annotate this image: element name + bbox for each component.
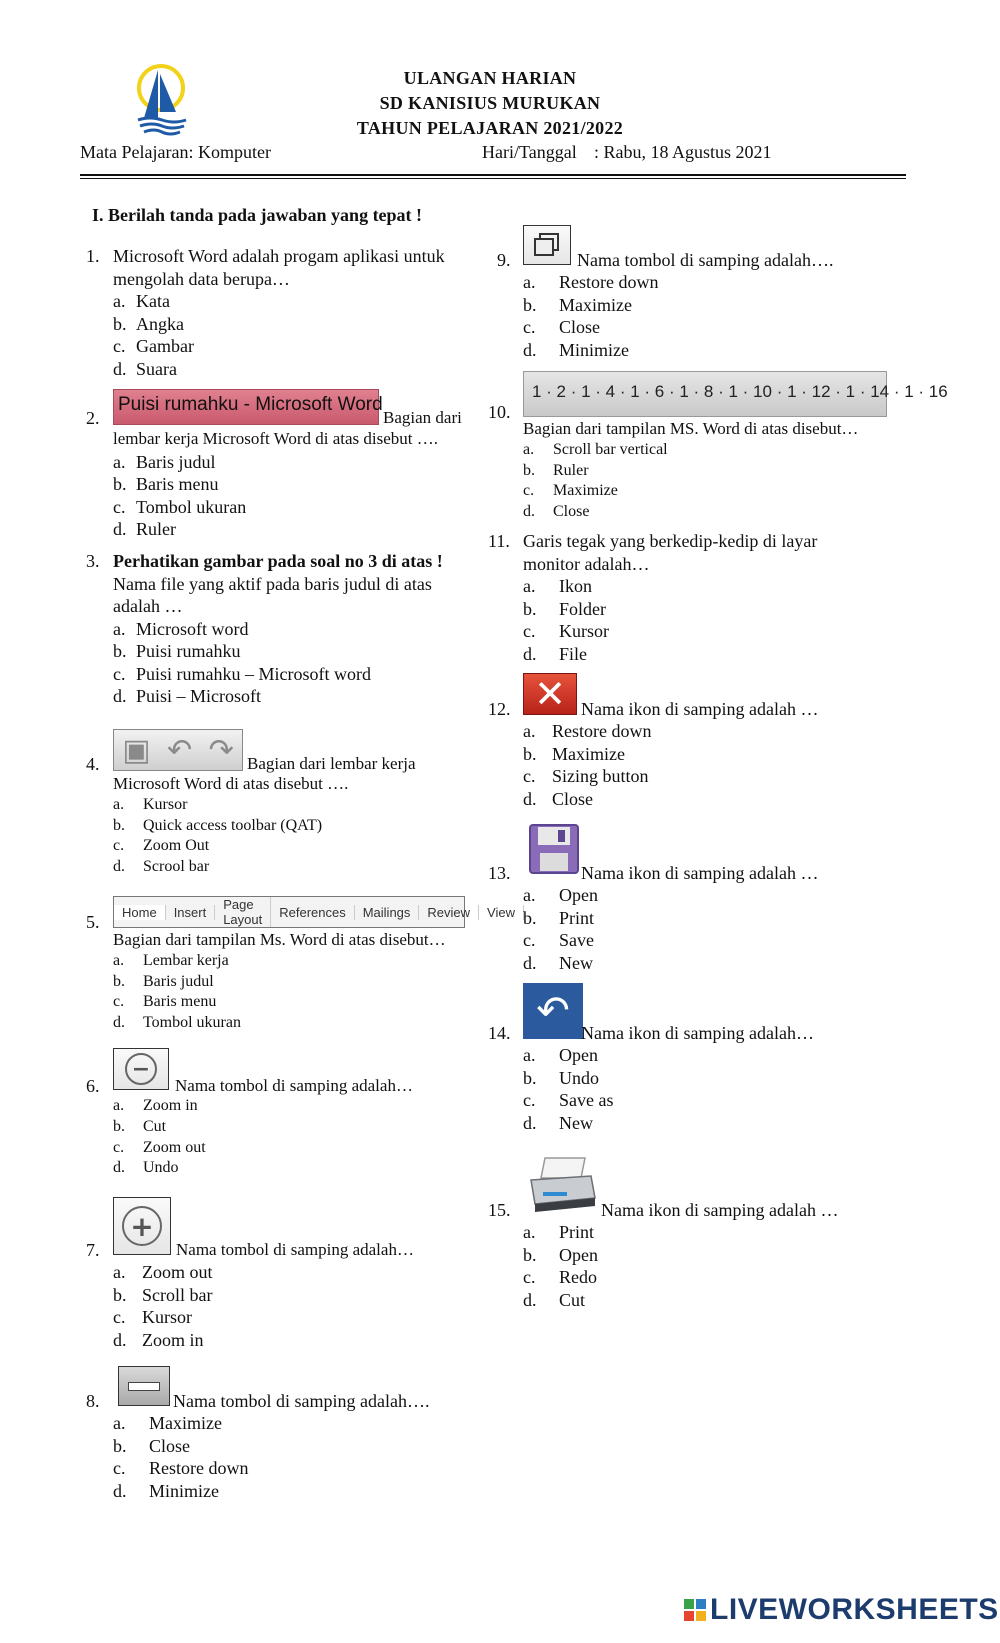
ruler-image bbox=[523, 371, 948, 417]
option-b[interactable]: b. Baris judul bbox=[113, 972, 214, 990]
question-4 bbox=[86, 753, 416, 776]
question-number: 15. bbox=[488, 1200, 511, 1220]
question-text: lembar kerja Microsoft Word di atas disebut …. bbox=[113, 429, 439, 448]
question-number: 10. bbox=[488, 402, 511, 422]
question-2 bbox=[86, 407, 462, 430]
option-c[interactable]: c. Maximize bbox=[523, 482, 618, 500]
question-7 bbox=[86, 1239, 414, 1262]
question-8 bbox=[86, 1390, 430, 1413]
question-5-body bbox=[113, 930, 446, 1034]
option-b[interactable]: b. Close bbox=[113, 1435, 191, 1456]
option-a[interactable]: a. Zoom out bbox=[113, 1262, 213, 1282]
option-a[interactable]: a. Maximize bbox=[113, 1413, 222, 1433]
question-15 bbox=[488, 1199, 839, 1222]
header-rule-thin bbox=[80, 178, 906, 179]
question-text: Nama tombol di samping adalah… bbox=[176, 1240, 414, 1259]
option-c[interactable]: c. Restore down bbox=[113, 1458, 249, 1478]
option-b[interactable]: b. Baris menu bbox=[113, 474, 219, 494]
question-12 bbox=[488, 698, 819, 721]
tab-references: References bbox=[271, 905, 354, 920]
option-b[interactable]: b. Scroll bar bbox=[113, 1284, 213, 1305]
question-text: adalah … bbox=[113, 596, 183, 616]
option-a[interactable]: a. Restore down bbox=[523, 721, 652, 741]
plus-icon: + bbox=[122, 1206, 162, 1246]
date-label: Hari/Tanggal bbox=[482, 142, 577, 162]
question-8-body bbox=[113, 1412, 248, 1502]
question-6-body bbox=[113, 1096, 206, 1179]
tab-view: View bbox=[479, 905, 524, 920]
tab-home: Home bbox=[114, 905, 166, 920]
question-text: Nama ikon di samping adalah … bbox=[581, 699, 819, 719]
question-text: monitor adalah… bbox=[523, 553, 650, 574]
option-d[interactable]: d. Puisi – Microsoft bbox=[113, 686, 262, 706]
question-13-body bbox=[523, 884, 598, 974]
header-line3: TAHUN PELAJARAN 2021/2022 bbox=[356, 118, 624, 138]
option-d[interactable]: d. Minimize bbox=[523, 339, 629, 360]
question-text: Nama file yang aktif pada baris judul di atas bbox=[113, 573, 432, 594]
question-text: Bagian dari tampilan Ms. Word di atas disebut… bbox=[113, 930, 446, 949]
question-13 bbox=[488, 862, 819, 885]
undo-icon: ↶ bbox=[536, 988, 570, 1034]
subject-label: Mata Pelajaran: Komputer bbox=[80, 142, 271, 162]
option-d[interactable]: d. Ruler bbox=[113, 519, 176, 539]
option-b[interactable]: b. Ruler bbox=[523, 461, 589, 479]
question-number: 7. bbox=[86, 1240, 100, 1260]
question-text: Bagian dari lembar kerja bbox=[247, 754, 416, 773]
option-a[interactable]: a. Open bbox=[523, 1045, 598, 1065]
option-c[interactable]: c. Save as bbox=[523, 1090, 614, 1110]
question-11 bbox=[488, 530, 818, 665]
question-15-body bbox=[523, 1221, 598, 1311]
option-c[interactable]: c. Tombol ukuran bbox=[113, 496, 247, 517]
option-a[interactable]: a. Kursor bbox=[113, 795, 188, 813]
question-number: 3. bbox=[86, 551, 100, 571]
question-number: 4. bbox=[86, 754, 100, 774]
option-b[interactable]: b. Maximize bbox=[523, 294, 632, 315]
question-number: 9. bbox=[497, 250, 511, 270]
option-d[interactable]: d. Close bbox=[523, 503, 590, 521]
option-b[interactable]: b. Maximize bbox=[523, 743, 625, 764]
question-number: 8. bbox=[86, 1391, 100, 1411]
option-a[interactable]: a. Lembar kerja bbox=[113, 951, 229, 969]
option-c[interactable]: c. Redo bbox=[523, 1267, 597, 1287]
question-7-body bbox=[113, 1261, 213, 1351]
question-text: Nama tombol di samping adalah…. bbox=[577, 250, 834, 270]
word-title-bar-image: Puisi rumahku - Microsoft Word bbox=[113, 389, 379, 425]
question-12-body bbox=[523, 720, 651, 810]
option-a[interactable]: a. Zoom in bbox=[113, 1097, 198, 1114]
option-b[interactable]: b. Cut bbox=[113, 1117, 167, 1135]
header-line1: ULANGAN HARIAN bbox=[403, 68, 577, 88]
question-text: Bagian dari tampilan MS. Word di atas disebut… bbox=[523, 419, 859, 438]
section-title: I. Berilah tanda pada jawaban yang tepat ! bbox=[92, 205, 423, 225]
close-icon: ✕ bbox=[534, 672, 566, 716]
option-b[interactable]: b. Puisi rumahku bbox=[113, 641, 241, 661]
liveworksheets-watermark: LIVEWORKSHEETS bbox=[710, 1593, 999, 1626]
header-rule bbox=[80, 174, 906, 176]
option-b[interactable]: b. Print bbox=[523, 907, 595, 928]
question-text: Nama ikon di samping adalah … bbox=[581, 863, 819, 883]
question-text: Nama tombol di samping adalah… bbox=[175, 1076, 413, 1095]
question-text: Nama ikon di samping adalah… bbox=[581, 1023, 814, 1043]
option-c[interactable]: c. Close bbox=[523, 317, 601, 337]
tab-page-layout: Page Layout bbox=[215, 897, 271, 927]
option-d[interactable]: d. Tombol ukuran bbox=[113, 1014, 241, 1032]
option-c[interactable]: c. Puisi rumahku – Microsoft word bbox=[113, 663, 371, 684]
redo-icon: ↷ bbox=[208, 732, 234, 768]
option-c[interactable]: c. Gambar bbox=[113, 336, 194, 356]
option-d[interactable]: d. Undo bbox=[113, 1159, 179, 1177]
question-text: Garis tegak yang berkedip-kedip di layar bbox=[523, 531, 818, 551]
option-d[interactable]: d. File bbox=[523, 643, 588, 664]
minus-icon: − bbox=[125, 1053, 157, 1085]
question-14-body bbox=[523, 1044, 613, 1134]
question-4-body bbox=[113, 774, 348, 878]
option-b[interactable]: b. Angka bbox=[113, 313, 184, 334]
question-number: 11. bbox=[488, 531, 510, 551]
option-b[interactable]: b. Undo bbox=[523, 1067, 599, 1088]
option-d[interactable]: d. Minimize bbox=[113, 1480, 219, 1501]
ruler-numbers: 1 · 2 · 1 · 4 · 1 · 6 · 1 · 8 · 1 · 10 · 1 · 12 · 1 · 14 · 1 · 16 bbox=[532, 382, 948, 401]
option-d[interactable]: d. Scrool bar bbox=[113, 858, 210, 876]
option-a[interactable]: a. Scroll bar vertical bbox=[523, 440, 668, 458]
ribbon-menu-image bbox=[113, 896, 515, 928]
question-text: Bagian dari bbox=[383, 408, 462, 427]
option-a[interactable]: a. Kata bbox=[113, 291, 170, 311]
option-c[interactable]: c. Zoom out bbox=[113, 1138, 206, 1156]
question-number: 12. bbox=[488, 699, 511, 719]
question-number: 13. bbox=[488, 863, 511, 883]
option-a[interactable]: a. Open bbox=[523, 885, 598, 905]
option-a[interactable]: a. Ikon bbox=[523, 576, 592, 596]
question-3 bbox=[86, 550, 443, 708]
option-c[interactable]: c. Kursor bbox=[523, 621, 609, 641]
option-d[interactable]: d. New bbox=[523, 1112, 593, 1133]
option-d[interactable]: d. Cut bbox=[523, 1289, 586, 1310]
question-number: 14. bbox=[488, 1023, 511, 1043]
header-line2: SD KANISIUS MURUKAN bbox=[379, 93, 601, 113]
option-c[interactable]: c. Zoom Out bbox=[113, 837, 210, 855]
tab-insert: Insert bbox=[166, 905, 216, 920]
option-a[interactable]: a. Restore down bbox=[523, 272, 659, 292]
question-text: Microsoft Word di atas disebut …. bbox=[113, 774, 349, 793]
save-icon: ▣ bbox=[122, 732, 151, 768]
option-c[interactable]: c. Sizing button bbox=[523, 766, 649, 786]
tab-review: Review bbox=[419, 905, 479, 920]
liveworksheets-logo-icon bbox=[684, 1599, 706, 1621]
question-number: 5. bbox=[86, 912, 100, 932]
option-a[interactable]: a. Print bbox=[523, 1222, 595, 1242]
question-text: Microsoft Word adalah progam aplikasi untuk bbox=[113, 246, 445, 266]
option-c[interactable]: c. Baris menu bbox=[113, 993, 217, 1011]
date-value: : Rabu, 18 Agustus 2021 bbox=[594, 142, 772, 162]
option-b[interactable]: b. Quick access toolbar (QAT) bbox=[113, 816, 323, 834]
undo-icon: ↶ bbox=[167, 732, 193, 768]
option-b[interactable]: b. Folder bbox=[523, 598, 606, 619]
question-1 bbox=[86, 245, 445, 380]
option-a[interactable]: a. Baris judul bbox=[113, 451, 216, 472]
question-10-body bbox=[523, 419, 858, 523]
option-b[interactable]: b. Open bbox=[523, 1244, 598, 1265]
question-2-body bbox=[113, 428, 438, 541]
question-6 bbox=[86, 1075, 413, 1098]
option-c[interactable]: c. Save bbox=[523, 930, 594, 950]
question-9 bbox=[497, 249, 834, 272]
question-14 bbox=[488, 1022, 814, 1045]
question-number: 2. bbox=[86, 408, 100, 428]
question-text: mengolah data berupa… bbox=[113, 268, 290, 289]
question-text: Nama ikon di samping adalah … bbox=[601, 1200, 839, 1220]
option-a[interactable]: a. Microsoft word bbox=[113, 618, 249, 639]
option-d[interactable]: d. Close bbox=[523, 788, 594, 809]
option-d[interactable]: d. Zoom in bbox=[113, 1329, 204, 1350]
question-number: 1. bbox=[86, 246, 100, 266]
option-d[interactable]: d. New bbox=[523, 952, 593, 973]
question-9-body bbox=[523, 271, 658, 361]
option-d[interactable]: d. Suara bbox=[113, 358, 177, 379]
question-number: 6. bbox=[86, 1076, 100, 1096]
option-c[interactable]: c. Kursor bbox=[113, 1307, 192, 1327]
tab-mailings: Mailings bbox=[355, 905, 420, 920]
question-text: Perhatikan gambar pada soal no 3 di atas ! bbox=[113, 551, 443, 571]
question-text: Nama tombol di samping adalah…. bbox=[173, 1391, 430, 1411]
